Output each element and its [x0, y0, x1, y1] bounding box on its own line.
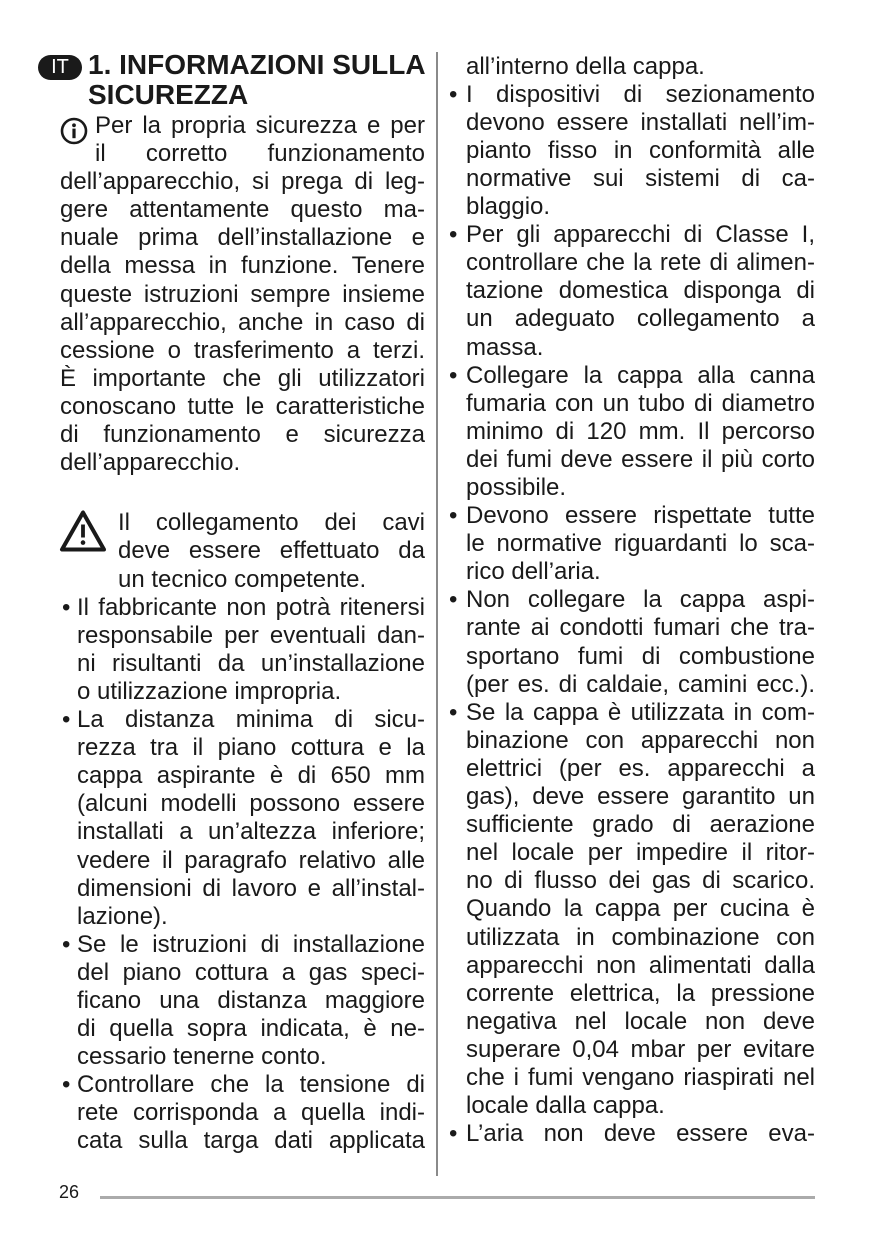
text-line: ni risultanti da un’installazione: [77, 649, 425, 677]
bullet-dot: •: [449, 361, 458, 389]
text-line: rezza tra il piano cottura e la: [77, 734, 425, 762]
text-line: rico dell’aria.: [466, 558, 601, 586]
text-line: del piano cottura a gas speci-: [77, 958, 425, 986]
language-badge: IT: [38, 55, 82, 80]
safety-bullet: [449, 586, 815, 698]
text-line: Il collegamento dei cavi: [118, 509, 425, 537]
text-line: Il fabbricante non potrà ritenersi: [77, 593, 425, 621]
bullet-dot: •: [62, 593, 71, 621]
text-line: apparecchi non alimentati dalla: [466, 951, 815, 979]
text-line: sufficiente grado di aerazione: [466, 811, 815, 839]
text-line: responsabile per eventuali dan-: [77, 621, 425, 649]
text-line: un adeguato collegamento a: [466, 305, 815, 333]
intro-paragraph: [60, 112, 425, 477]
bullet-dot: •: [449, 221, 458, 249]
text-line: normative sui sistemi di ca-: [466, 164, 815, 192]
column-divider: [436, 52, 438, 1176]
text-line: cessario tenerne conto.: [77, 1043, 327, 1071]
text-line: cessione o trasferimento a terzi.: [60, 336, 425, 364]
text-line: I dispositivi di sezionamento: [466, 80, 815, 108]
text-line: no di flusso dei gas di scarico.: [466, 867, 815, 895]
safety-bullet: [449, 81, 815, 221]
continuation-text: [449, 53, 815, 81]
text-line: rante ai condotti fumari che tra-: [466, 614, 815, 642]
bullet-dot: •: [449, 698, 458, 726]
safety-bullet: [449, 362, 815, 502]
text-line: sportano fumi di combustione: [466, 642, 815, 670]
section-title: [88, 50, 428, 110]
text-line: deve essere effettuato da: [118, 537, 425, 565]
text-line: dell’apparecchio.: [60, 449, 241, 477]
text-line: devono essere installati nell’im-: [466, 108, 815, 136]
text-line: di quella sopra indicata, è ne-: [77, 1015, 425, 1043]
text-line: nuale prima dell’installazione e: [60, 224, 425, 252]
text-line: possibile.: [466, 474, 567, 501]
text-line: fumaria con un tubo di diametro: [466, 389, 815, 417]
bullet-dot: •: [449, 502, 458, 530]
footer-rule: [100, 1196, 815, 1199]
text-line: o utilizzazione impropria.: [77, 677, 342, 705]
bullet-dot: •: [449, 586, 458, 614]
text-line: vedere il paragrafo relativo alle: [77, 846, 425, 874]
text-line: Se la cappa è utilizzata in com-: [466, 698, 815, 726]
text-line: queste istruzioni sempre insieme: [60, 280, 425, 308]
right-bullet-list: [449, 53, 815, 1149]
text-line: cata sulla targa dati applicata: [77, 1127, 425, 1155]
text-line: (per es. di caldaie, camini ecc.).: [466, 670, 815, 698]
text-line: lazione).: [77, 902, 168, 930]
text-line: Per la propria sicurezza e per: [95, 112, 425, 139]
text-line: Controllare che la tensione di: [77, 1071, 425, 1099]
safety-bullet: [60, 594, 425, 706]
text-line: controllare che la rete di alimen-: [466, 249, 815, 277]
safety-bullet: [449, 221, 815, 361]
text-line: il corretto funzionamento: [95, 140, 425, 168]
left-bullet-list: [60, 594, 425, 1156]
text-line: L’aria non deve essere eva-: [466, 1120, 815, 1148]
text-line: massa.: [466, 333, 544, 361]
text-line: binazione con apparecchi non: [466, 726, 815, 754]
safety-bullet: [449, 699, 815, 1120]
text-line: un tecnico competente.: [118, 565, 367, 593]
text-line: conoscano tutte le caratteristiche: [60, 392, 425, 420]
text-line: gas), deve essere garantito un: [466, 783, 815, 811]
section-title-line: SICUREZZA: [88, 79, 249, 110]
safety-bullet: [449, 502, 815, 586]
text-line: Se le istruzioni di installazione: [77, 930, 425, 958]
text-line: cappa aspirante è di 650 mm: [77, 762, 425, 790]
text-line: Collegare la cappa alla canna: [466, 361, 815, 389]
text-line: minimo di 120 mm. Il percorso: [466, 417, 815, 445]
text-line: Devono essere rispettate tutte: [466, 502, 815, 530]
text-line: nel locale per impedire il ritor-: [466, 839, 815, 867]
text-line: tazione domestica disponga di: [466, 277, 815, 305]
text-line: locale dalla cappa.: [466, 1092, 665, 1120]
text-line: rete corrisponda a quella indi-: [77, 1099, 425, 1127]
text-line: gere attentamente questo ma-: [60, 196, 425, 224]
text-line: all’interno della cappa.: [466, 52, 705, 80]
text-line: Non collegare la cappa aspi-: [466, 586, 815, 614]
bullet-dot: •: [449, 1120, 458, 1148]
bullet-dot: •: [62, 706, 71, 734]
text-line: superare 0,04 mbar per evitare: [466, 1035, 815, 1063]
text-line: dei fumi deve essere il più corto: [466, 445, 815, 473]
text-line: (alcuni modelli possono essere: [77, 790, 425, 818]
text-line: elettrici (per es. apparecchi a: [466, 754, 815, 782]
text-line: dell’apparecchio, si prega di leg-: [60, 168, 425, 196]
text-line: pianto fisso in conformità alle: [466, 136, 815, 164]
safety-bullet: [60, 1071, 425, 1155]
text-line: ficano una distanza maggiore: [77, 987, 425, 1014]
page-number: 26: [59, 1182, 80, 1202]
text-line: Per gli apparecchi di Classe I,: [466, 221, 815, 249]
text-line: che i fumi vengano riaspirati nel: [466, 1063, 815, 1091]
text-line: di funzionamento e sicurezza: [60, 421, 425, 449]
text-line: della messa in funzione. Tenere: [60, 252, 425, 280]
text-line: corrente elettrica, la pressione: [466, 979, 815, 1007]
safety-bullet: [60, 931, 425, 1071]
text-line: È importante che gli utilizzatori: [60, 364, 425, 392]
text-line: utilizzata in combinazione con: [466, 923, 815, 951]
safety-bullet: [449, 1120, 815, 1148]
warning-icon: [59, 509, 107, 553]
section-title-line: 1. INFORMAZIONI SULLA: [88, 49, 426, 80]
text-line: all’apparecchio, anche in caso di: [60, 308, 425, 336]
text-line: dimensioni di lavoro e all’instal-: [77, 874, 425, 902]
text-line: negativa nel locale non deve: [466, 1007, 815, 1035]
bullet-dot: •: [62, 930, 71, 958]
text-line: installati a un’altezza inferiore;: [77, 818, 425, 846]
bullet-dot: •: [449, 80, 458, 108]
text-line: Quando la cappa per cucina è: [466, 895, 815, 923]
warning-paragraph: [118, 509, 425, 593]
text-line: le normative riguardanti lo sca-: [466, 530, 815, 558]
safety-bullet: [60, 706, 425, 931]
text-line: La distanza minima di sicu-: [77, 706, 425, 734]
text-line: blaggio.: [466, 193, 551, 221]
bullet-dot: •: [62, 1071, 71, 1099]
